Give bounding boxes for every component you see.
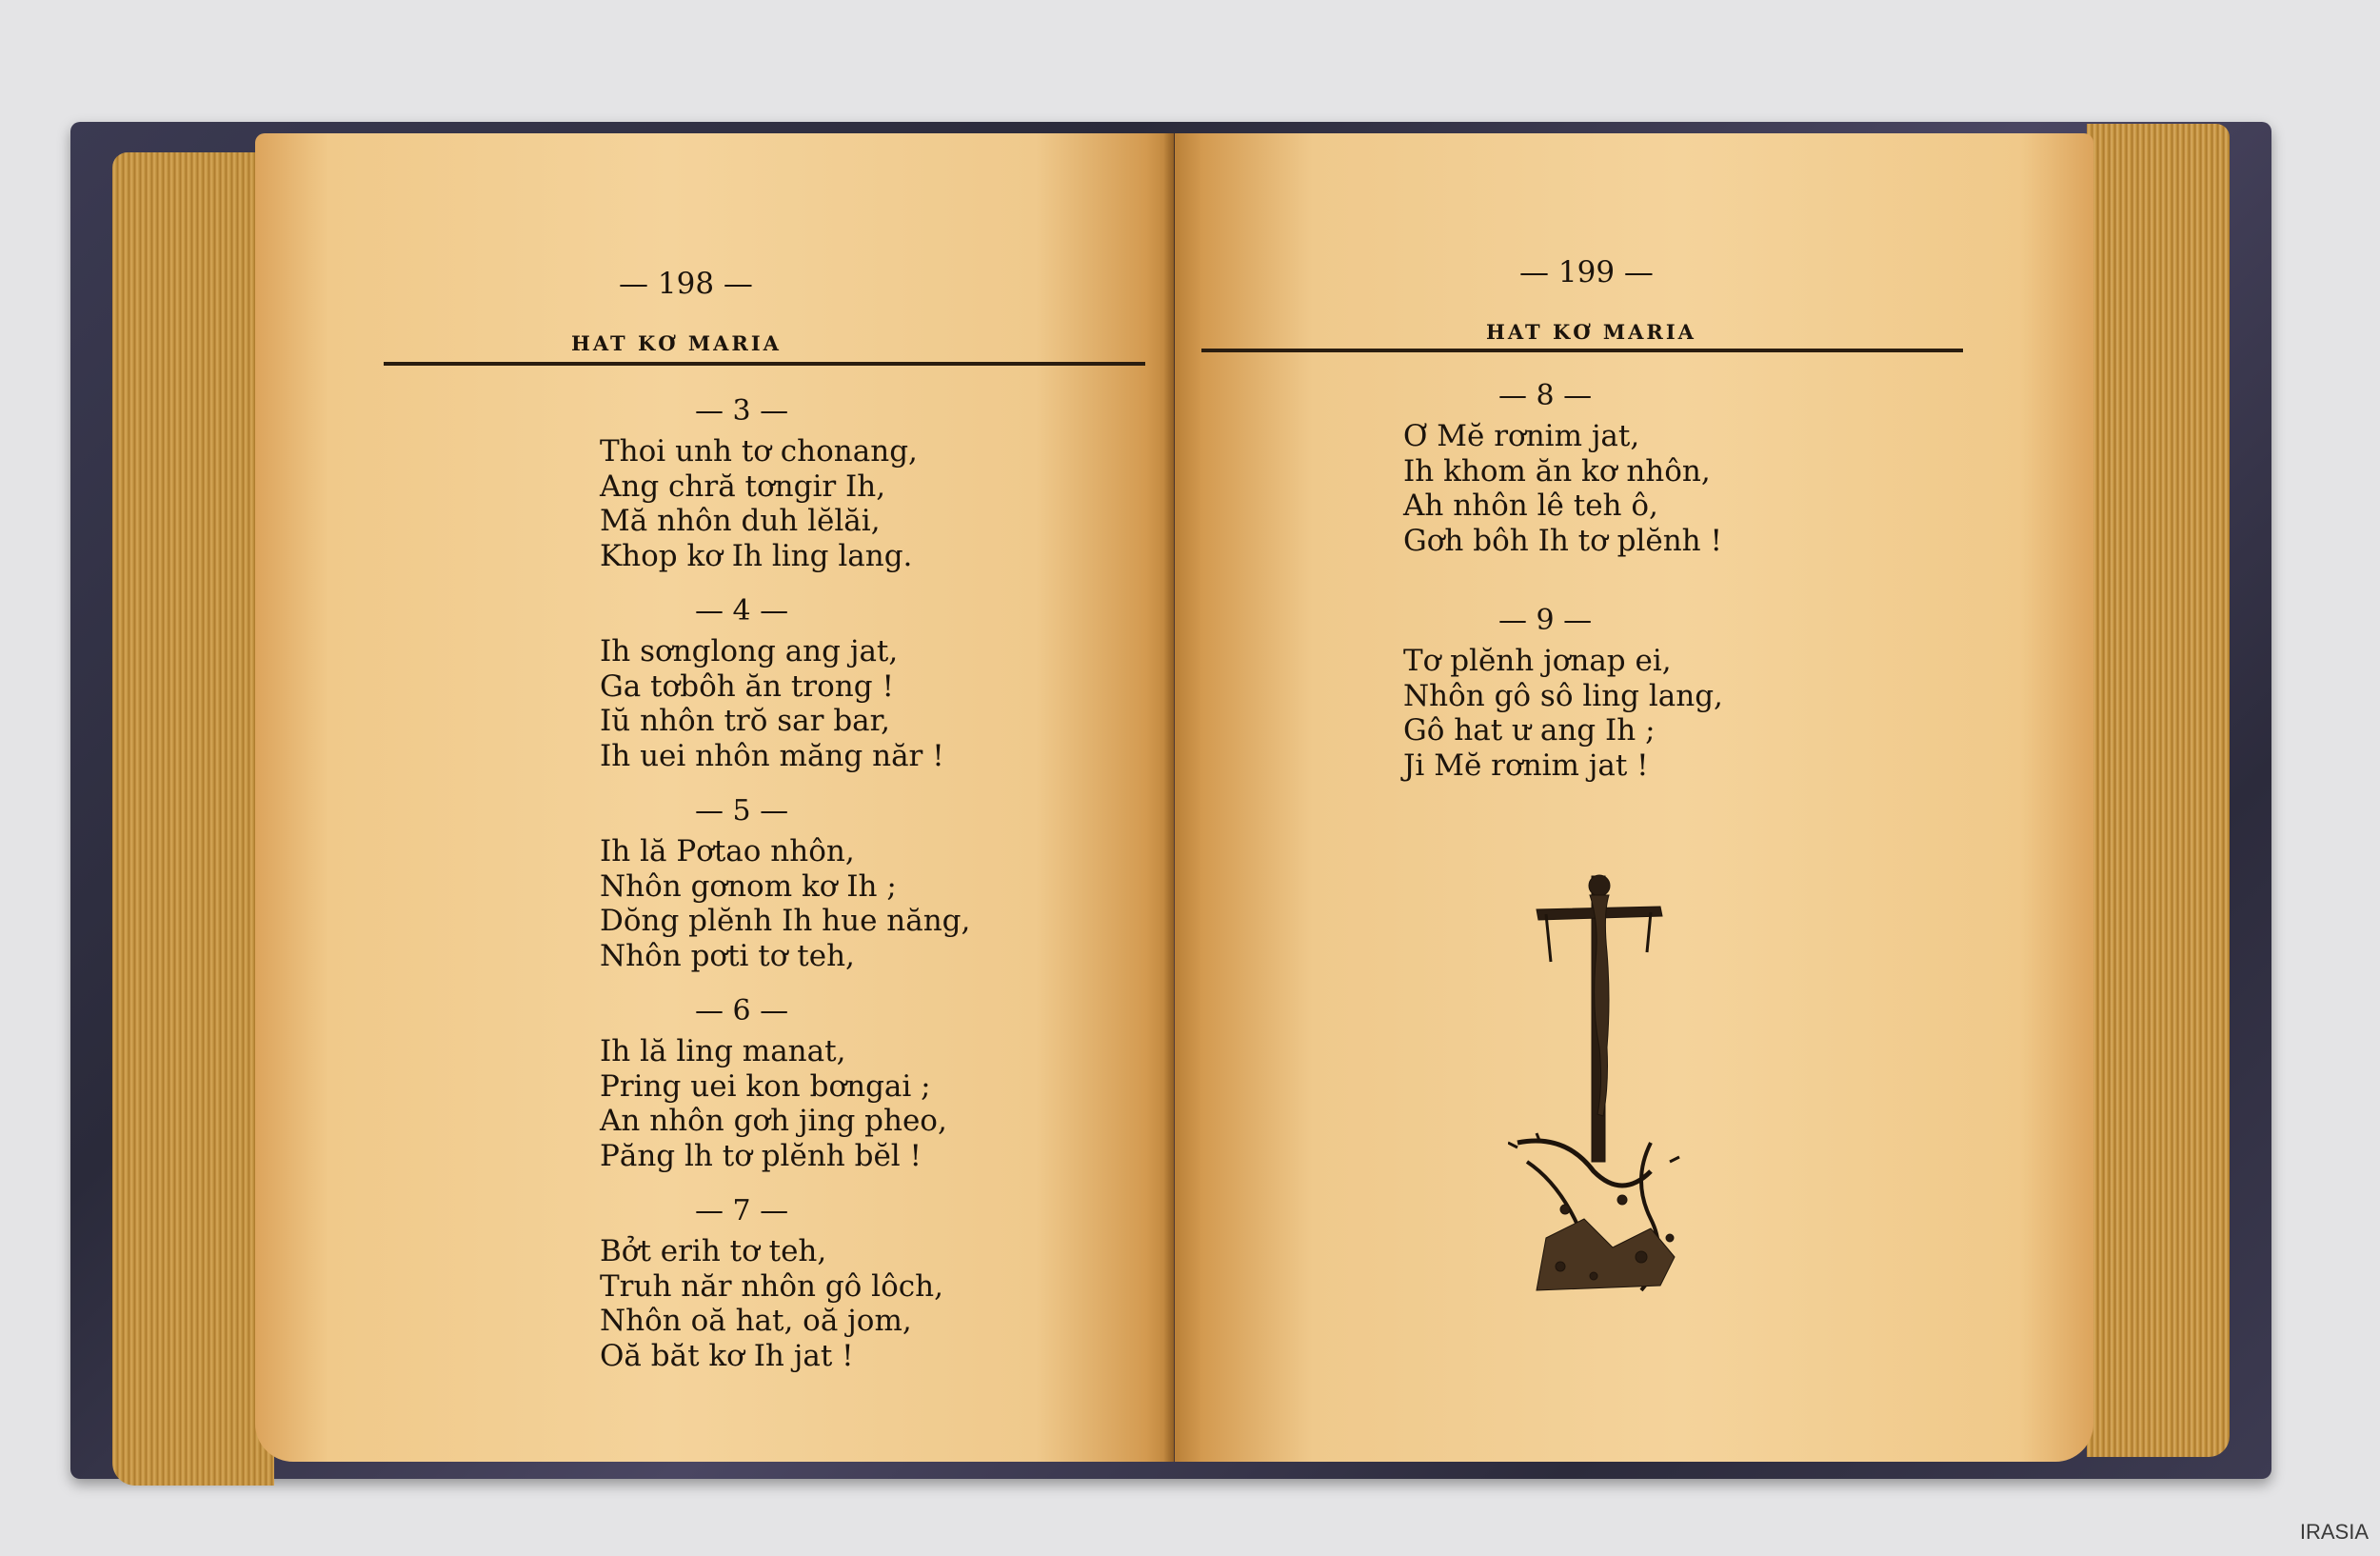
- stanza: [1403, 602, 1723, 783]
- header-rule: [384, 362, 1145, 366]
- verse-line: Bởt erih tơ teh,: [600, 1234, 827, 1268]
- running-head: HAT KƠ MARIA: [1486, 320, 1696, 344]
- stanza: [600, 592, 944, 773]
- crucifix-illustration-icon: [1508, 857, 1698, 1305]
- stanza-number: — 6 —: [695, 994, 789, 1027]
- header-rule: [1201, 349, 1963, 352]
- verse-line: Ih uei nhôn măng năr !: [600, 738, 944, 773]
- verse-line: Tơ plĕnh jơnap ei,: [1403, 644, 1672, 678]
- verse-line: Ah nhôn lê teh ô,: [1403, 489, 1658, 523]
- verse-line: Nhôn oă hat, oă jom,: [600, 1304, 912, 1338]
- stanza: [600, 792, 970, 973]
- verse-line: Mă nhôn duh lĕlăi,: [600, 504, 881, 538]
- verse-line: Ji Mĕ rơnim jat !: [1403, 748, 1649, 783]
- verse-line: Păng lh tơ plĕnh bĕl !: [600, 1138, 922, 1173]
- page-number: — 199 —: [1519, 255, 1654, 289]
- verse-line: Ih khom ăn kơ nhôn,: [1403, 453, 1711, 489]
- verse-line: Nhôn pơti tơ teh,: [600, 938, 855, 973]
- verse-line: Dŏng plĕnh Ih hue năng,: [600, 904, 971, 938]
- stanza: [600, 992, 947, 1173]
- verse-line: An nhôn gơh jing pheo,: [600, 1104, 947, 1138]
- verse-line: Pring uei kon bơngai ;: [600, 1068, 931, 1104]
- stanza-number: — 9 —: [1498, 604, 1593, 637]
- verse-line: Khop kơ Ih ling lang.: [600, 538, 913, 573]
- verse-line: Ih lă ling manat,: [600, 1034, 846, 1068]
- verse-line: Gơh bôh Ih tơ plĕnh !: [1403, 523, 1722, 558]
- stanza: [1403, 377, 1722, 558]
- stanza: [600, 392, 918, 573]
- stanza-number: — 7 —: [695, 1194, 789, 1227]
- verse-line: Ga tơbôh ăn trong !: [600, 668, 894, 704]
- verse-line: Ih lă Pơtao nhôn,: [600, 834, 855, 868]
- verse-line: Oă băt kơ Ih jat !: [600, 1338, 854, 1373]
- left-page: [255, 133, 1174, 1462]
- verse-line: Iŭ nhôn trŏ sar bar,: [600, 704, 890, 738]
- running-head: HAT KƠ MARIA: [571, 331, 782, 355]
- stanza-number: — 3 —: [695, 394, 789, 428]
- right-page: [1175, 133, 2093, 1462]
- page-number: — 198 —: [619, 267, 753, 301]
- verse-line: Ih sơnglong ang jat,: [600, 634, 899, 668]
- verse-line: Ơ Mĕ rơnim jat,: [1403, 419, 1640, 453]
- verse-line: Nhôn gơnom kơ Ih ;: [600, 868, 897, 904]
- right-page-edges: [2087, 124, 2230, 1457]
- verse-line: Gô hat ư ang Ih ;: [1403, 713, 1656, 748]
- verse-line: Ang chră tơngir Ih,: [600, 469, 886, 504]
- watermark: IRASIA: [2299, 1520, 2369, 1544]
- stanza-number: — 8 —: [1498, 379, 1593, 412]
- verse-line: Truh năr nhôn gô lôch,: [600, 1268, 943, 1304]
- stanza-number: — 4 —: [695, 594, 789, 628]
- verse-line: Nhôn gô sô ling lang,: [1403, 678, 1723, 713]
- verse-line: Thoi unh tơ chonang,: [600, 434, 918, 469]
- stanza-number: — 5 —: [695, 794, 789, 828]
- stanza: [600, 1192, 943, 1373]
